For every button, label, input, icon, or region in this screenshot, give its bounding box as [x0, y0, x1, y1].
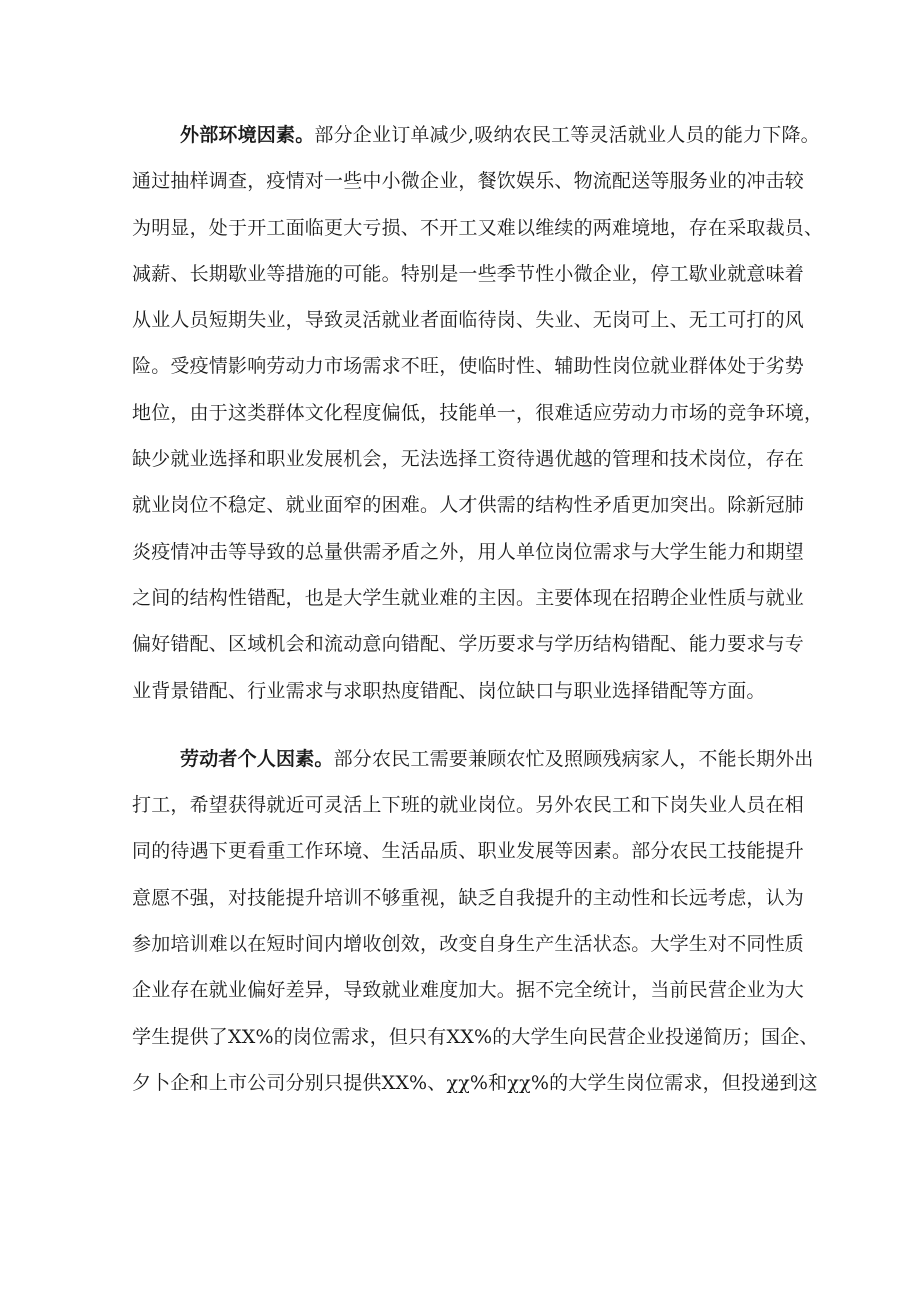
text-line: 就业岗位不稳定、就业面窄的困难。人才供需的结构性矛盾更加突出。除新冠肺 — [132, 494, 805, 517]
text-run: 部分企业订单减少,吸纳农民工等灵活就业人员的能力下降。 — [314, 124, 820, 146]
section-heading: 外部环境因素。 — [180, 124, 315, 146]
document-body — [132, 112, 824, 1106]
section-heading: 劳动者个人因素。 — [180, 747, 334, 770]
text-line: 炎疫情冲击等导致的总量供需矛盾之外，用人单位岗位需求与大学生能力和期望 — [132, 540, 805, 563]
text-line: 减薪、长期歇业等措施的可能。特别是一些季节性小微企业，停工歇业就意味着 — [132, 262, 805, 285]
text-line: 偏好错配、区域机会和流动意向错配、学历要求与学历结构错配、能力要求与专 — [132, 633, 805, 656]
text-line: 参加培训难以在短时间内增收创效，改变自身生产生活状态。大学生对不同性质 — [132, 933, 805, 956]
text-line: 意愿不强，对技能提升培训不够重视，缺乏自我提升的主动性和长远考虑，认为 — [132, 886, 805, 909]
text-line: 从业人员短期失业，导致灵活就业者面临待岗、失业、无岗可上、无工可打的风 — [132, 309, 805, 332]
paragraph-external-factors — [132, 112, 824, 714]
text-line: 为明显，处于开工面临更大亏损、不开工又难以维续的两难境地，存在采取裁员、 — [132, 216, 824, 239]
text-line: 地位，由于这类群体文化程度偏低，技能单一，很难适应劳动力市场的竞争环境， — [132, 401, 824, 424]
text-line — [132, 736, 814, 782]
text-line: 打工，希望获得就近可灵活上下班的就业岗位。另外农民工和下岗失业人员在相 — [132, 794, 805, 817]
text-line: 缺少就业选择和职业发展机会，无法选择工资待遇优越的管理和技术岗位，存在 — [132, 448, 805, 471]
text-line: 夕卜企和上市公司分别只提供XX%、χχ%和χχ%的大学生岗位需求，但投递到这 — [132, 1071, 818, 1094]
text-line: 通过抽样调查，疫情对一些中小微企业，餐饮娱乐、物流配送等服务业的冲击较 — [132, 170, 805, 193]
text-line: 企业存在就业偏好差异，导致就业难度加大。据不完全统计，当前民营企业为大 — [132, 979, 805, 1002]
text-run: 部分农民工需要兼顾农忙及照顾残病家人，不能长期外出 — [333, 747, 814, 770]
text-line: 学生提供了XX%的岗位需求，但只有XX%的大学生向民营企业投递简历；国企、 — [132, 1025, 819, 1048]
paragraph-individual-factors — [132, 736, 819, 1106]
text-line: 之间的结构性错配，也是大学生就业难的主因。主要体现在招聘企业性质与就业 — [132, 586, 805, 609]
text-line — [132, 112, 820, 158]
text-line: 同的待遇下更看重工作环境、生活品质、职业发展等因素。部分农民工技能提升 — [132, 840, 805, 863]
text-line: 险。受疫情影响劳动力市场需求不旺，使临时性、辅助性岗位就业群体处于劣势 — [132, 355, 805, 378]
text-line: 业背景错配、行业需求与求职热度错配、岗位缺口与职业选择错配等方面。 — [132, 679, 766, 702]
